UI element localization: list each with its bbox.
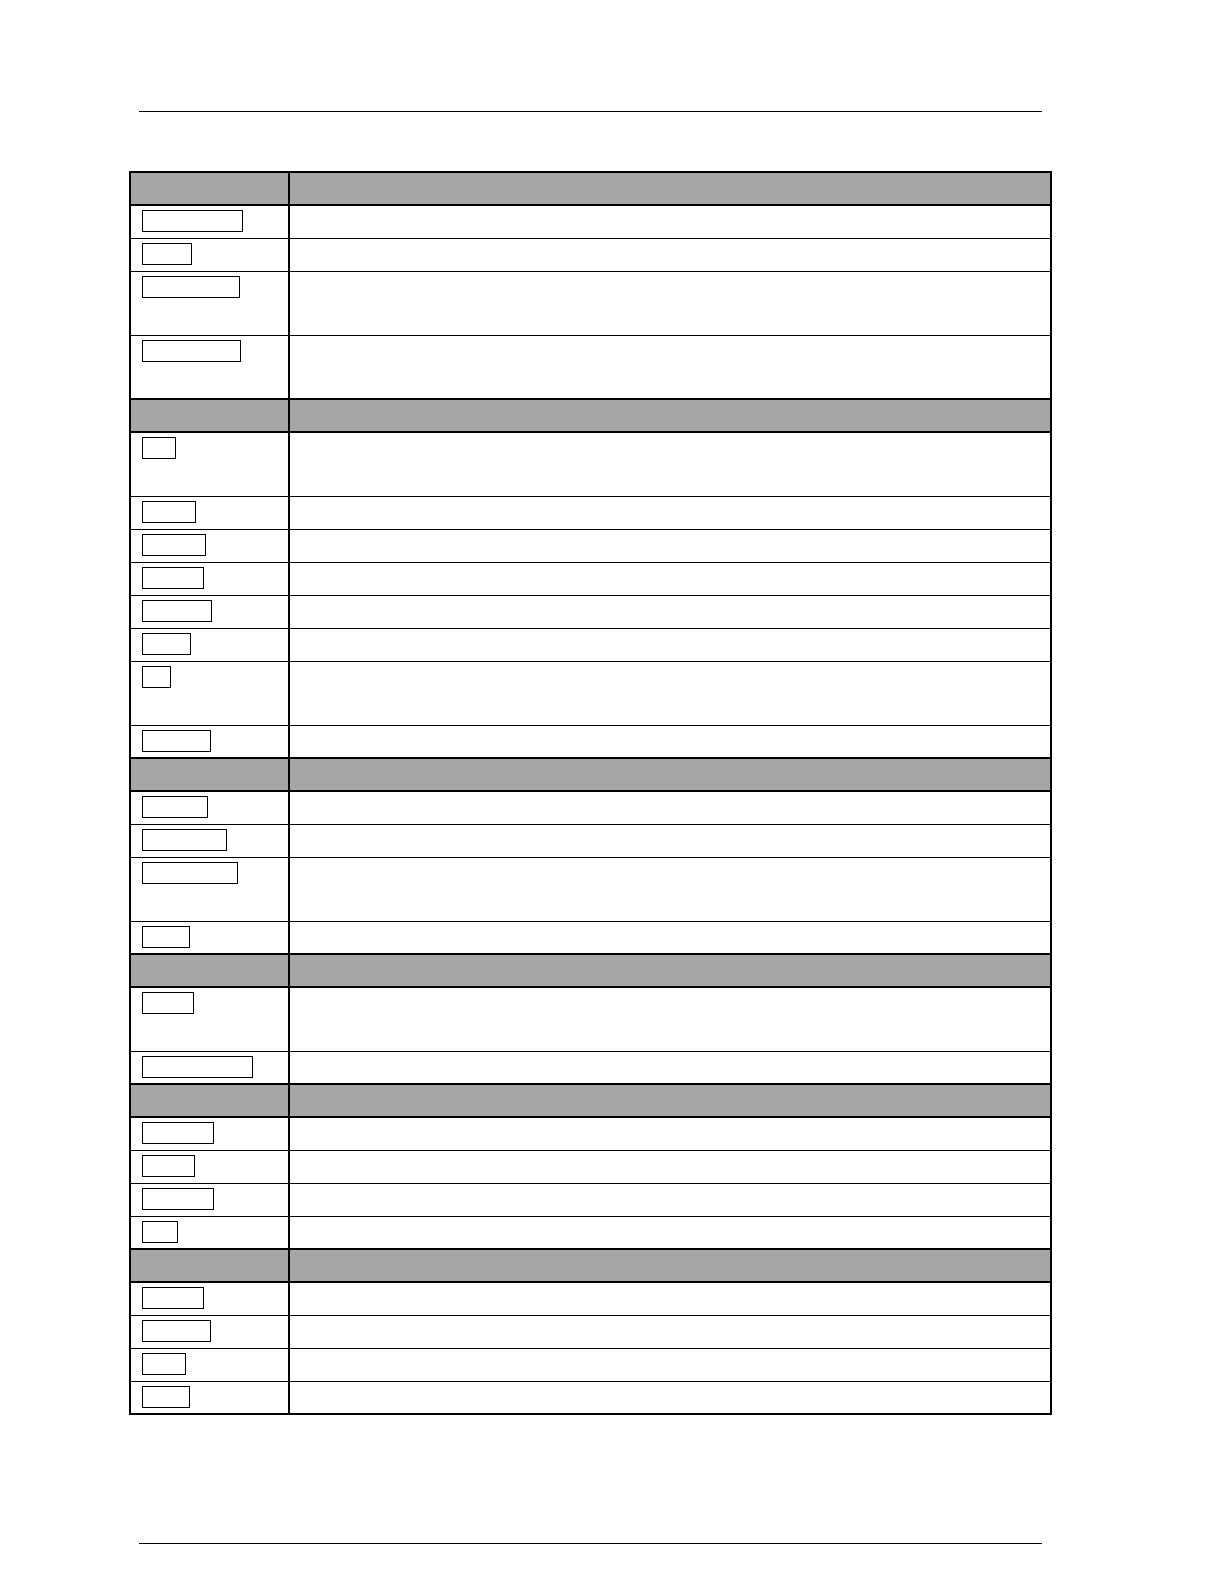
table-row: [130, 205, 1051, 238]
description-text: [290, 272, 1050, 284]
description-cell: [289, 271, 1051, 335]
key-cell: [130, 1150, 289, 1183]
section-heading-cell: [130, 1249, 289, 1282]
section-heading-fill: [289, 1084, 1051, 1117]
key-cell: [130, 271, 289, 335]
key-cell: [130, 496, 289, 529]
key-cell: [130, 335, 289, 399]
key-label-box: [142, 633, 191, 655]
key-label-box: [142, 600, 212, 622]
table-row: [130, 1216, 1051, 1249]
section-header-row: [130, 1084, 1051, 1117]
description-text: [290, 922, 1050, 934]
description-cell: [289, 1150, 1051, 1183]
key-label-box: [142, 437, 176, 459]
table-row: [130, 857, 1051, 921]
description-cell: [289, 529, 1051, 562]
description-text: [290, 1052, 1050, 1064]
section-heading: [131, 1081, 147, 1108]
section-header-row: [130, 758, 1051, 791]
description-cell: [289, 987, 1051, 1051]
section-header-row: [130, 172, 1051, 205]
key-cell: [130, 562, 289, 595]
description-cell: [289, 432, 1051, 496]
description-cell: [289, 921, 1051, 954]
section-header-row: [130, 1249, 1051, 1282]
key-cell: [130, 661, 289, 725]
description-text: [290, 1151, 1050, 1163]
description-text: [290, 1316, 1050, 1328]
description-text: [290, 1118, 1050, 1130]
section-heading: [131, 169, 147, 196]
reference-table: [129, 171, 1052, 1415]
table-row: [130, 1348, 1051, 1381]
table-row: [130, 1183, 1051, 1216]
description-cell: [289, 205, 1051, 238]
key-cell: [130, 857, 289, 921]
key-label-box: [142, 1188, 214, 1210]
key-label-box: [142, 243, 192, 265]
table-row: [130, 921, 1051, 954]
description-cell: [289, 1381, 1051, 1414]
section-heading: [131, 951, 147, 978]
description-text: [290, 596, 1050, 608]
key-cell: [130, 205, 289, 238]
section-heading-cell: [130, 1084, 289, 1117]
key-cell: [130, 987, 289, 1051]
description-text: [290, 563, 1050, 575]
description-text: [290, 1349, 1050, 1361]
section-heading-cell: [130, 954, 289, 987]
key-cell: [130, 529, 289, 562]
key-cell: [130, 595, 289, 628]
table-row: [130, 791, 1051, 824]
description-text: [290, 1382, 1050, 1394]
section-heading: [131, 396, 147, 423]
table-row: [130, 628, 1051, 661]
key-label-box: [142, 1122, 214, 1144]
description-cell: [289, 725, 1051, 758]
key-label-box: [142, 666, 171, 688]
description-cell: [289, 335, 1051, 399]
table-row: [130, 725, 1051, 758]
table-row: [130, 1315, 1051, 1348]
description-text: [290, 629, 1050, 641]
key-label-box: [142, 1056, 253, 1078]
description-text: [290, 858, 1050, 870]
key-label-box: [142, 1155, 195, 1177]
table-row: [130, 432, 1051, 496]
description-text: [290, 988, 1050, 1000]
description-cell: [289, 628, 1051, 661]
table-row: [130, 529, 1051, 562]
section-heading-fill: [289, 399, 1051, 432]
footer-rule: [139, 1543, 1042, 1544]
section-heading-cell: [130, 172, 289, 205]
header-rule: [139, 111, 1042, 112]
description-cell: [289, 857, 1051, 921]
table-row: [130, 1150, 1051, 1183]
table-row: [130, 238, 1051, 271]
description-cell: [289, 1183, 1051, 1216]
key-label-box: [142, 340, 241, 362]
description-text: [290, 825, 1050, 837]
table-row: [130, 1117, 1051, 1150]
description-text: [290, 336, 1050, 348]
description-cell: [289, 791, 1051, 824]
key-label-box: [142, 992, 194, 1014]
description-cell: [289, 1216, 1051, 1249]
key-cell: [130, 1381, 289, 1414]
description-cell: [289, 1282, 1051, 1315]
key-label-box: [142, 1353, 186, 1375]
description-cell: [289, 238, 1051, 271]
description-text: [290, 792, 1050, 804]
key-cell: [130, 628, 289, 661]
key-cell: [130, 432, 289, 496]
description-text: [290, 1184, 1050, 1196]
table-row: [130, 987, 1051, 1051]
key-cell: [130, 238, 289, 271]
section-heading-fill: [289, 954, 1051, 987]
section-heading-cell: [130, 399, 289, 432]
key-label-box: [142, 276, 240, 298]
table-row: [130, 562, 1051, 595]
key-label-box: [142, 210, 243, 232]
key-label-box: [142, 1320, 211, 1342]
key-label-box: [142, 1221, 178, 1243]
description-cell: [289, 1051, 1051, 1084]
description-text: [290, 206, 1050, 218]
key-label-box: [142, 862, 238, 884]
key-cell: [130, 1216, 289, 1249]
key-cell: [130, 921, 289, 954]
section-heading: [131, 755, 147, 782]
key-cell: [130, 1348, 289, 1381]
key-label-box: [142, 829, 227, 851]
table-row: [130, 335, 1051, 399]
table-row: [130, 824, 1051, 857]
key-cell: [130, 725, 289, 758]
table-row: [130, 595, 1051, 628]
section-heading-fill: [289, 172, 1051, 205]
description-text: [290, 239, 1050, 251]
table-row: [130, 496, 1051, 529]
section-heading: [131, 1246, 147, 1273]
section-heading-fill: [289, 1249, 1051, 1282]
key-label-box: [142, 926, 190, 948]
table-row: [130, 1381, 1051, 1414]
section-heading-cell: [130, 758, 289, 791]
description-cell: [289, 562, 1051, 595]
section-header-row: [130, 954, 1051, 987]
key-cell: [130, 1183, 289, 1216]
section-header-row: [130, 399, 1051, 432]
description-text: [290, 497, 1050, 509]
key-label-box: [142, 1287, 204, 1309]
key-cell: [130, 1051, 289, 1084]
key-cell: [130, 791, 289, 824]
description-text: [290, 530, 1050, 542]
table-row: [130, 661, 1051, 725]
key-label-box: [142, 1386, 190, 1408]
description-cell: [289, 1117, 1051, 1150]
description-cell: [289, 496, 1051, 529]
key-cell: [130, 1315, 289, 1348]
key-label-box: [142, 534, 206, 556]
table-row: [130, 1282, 1051, 1315]
key-label-box: [142, 730, 211, 752]
table-row: [130, 1051, 1051, 1084]
description-cell: [289, 1348, 1051, 1381]
key-label-box: [142, 796, 208, 818]
key-label-box: [142, 501, 196, 523]
description-cell: [289, 661, 1051, 725]
key-cell: [130, 1117, 289, 1150]
description-cell: [289, 1315, 1051, 1348]
description-text: [290, 433, 1050, 445]
description-cell: [289, 824, 1051, 857]
description-text: [290, 1283, 1050, 1295]
table-row: [130, 271, 1051, 335]
description-text: [290, 1217, 1050, 1229]
description-text: [290, 662, 1050, 674]
reference-table-body: [130, 172, 1051, 1414]
description-cell: [289, 595, 1051, 628]
key-cell: [130, 824, 289, 857]
description-text: [290, 726, 1050, 738]
key-label-box: [142, 567, 204, 589]
key-cell: [130, 1282, 289, 1315]
section-heading-fill: [289, 758, 1051, 791]
